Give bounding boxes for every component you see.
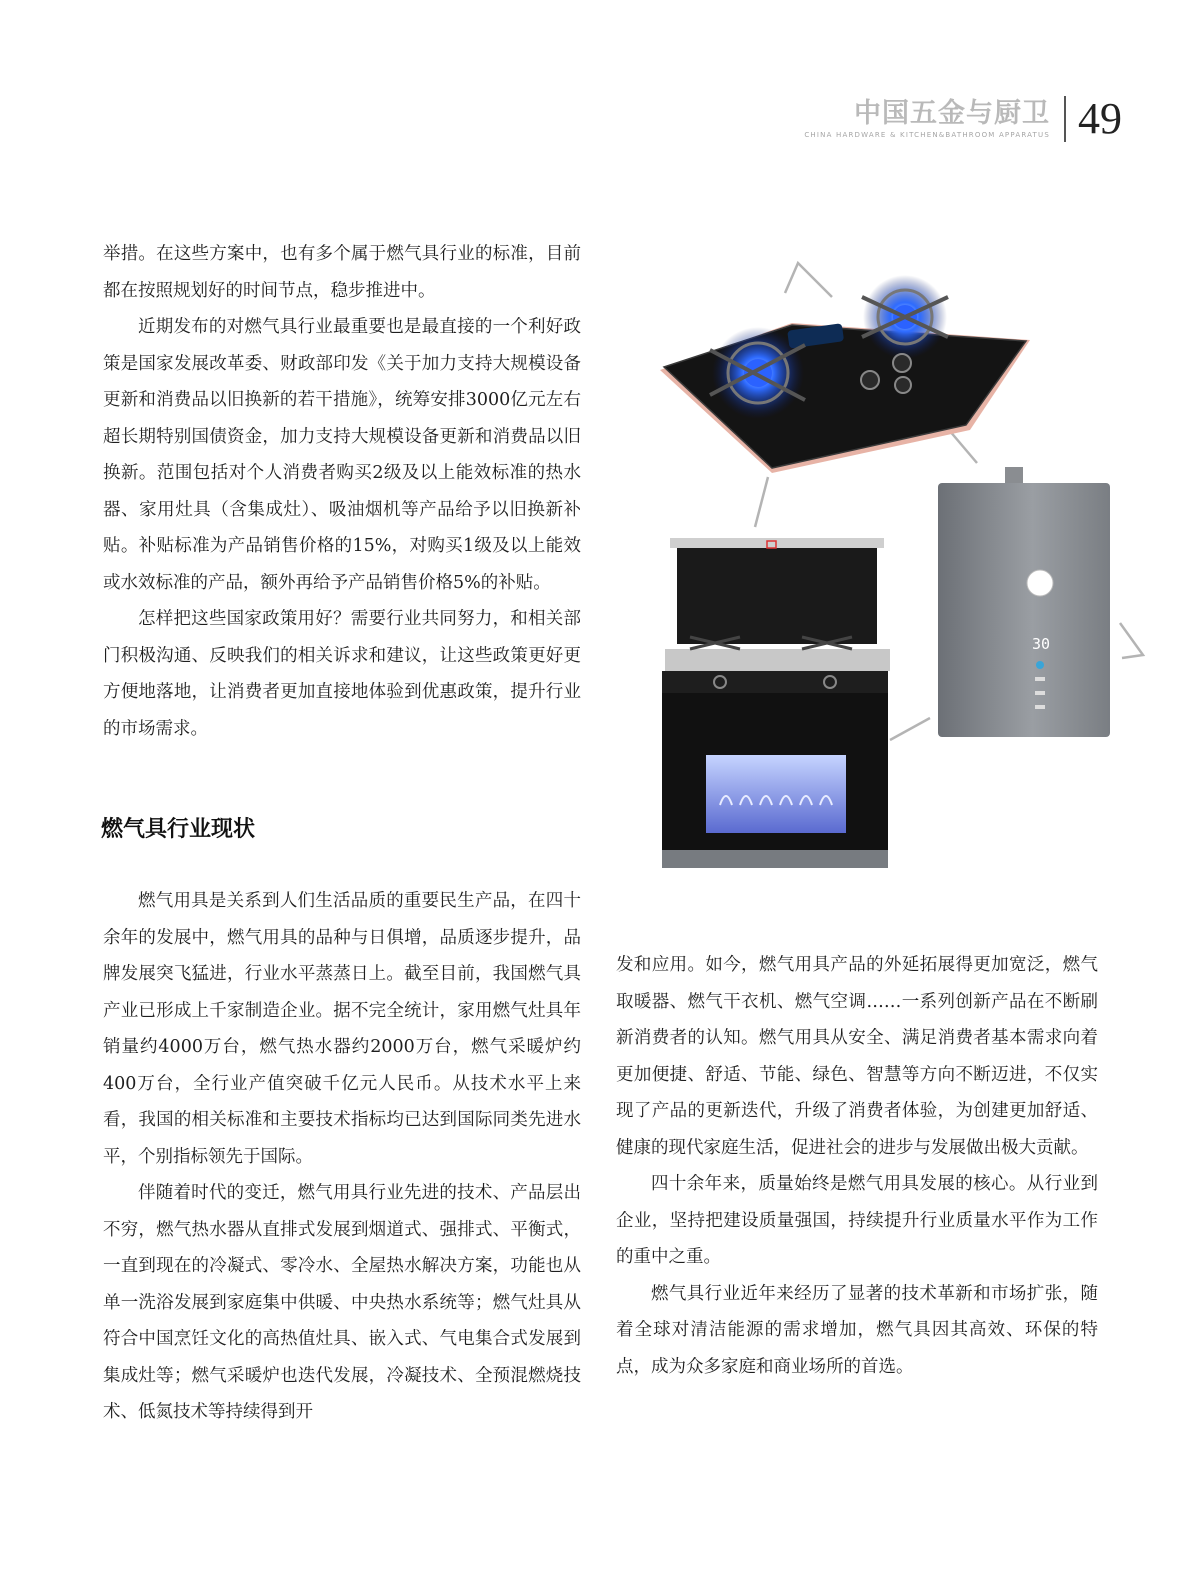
heater-temperature: 30 — [1032, 635, 1051, 653]
logo-text: 中国五金与厨卫 — [854, 98, 1050, 129]
article-column-left-top — [103, 236, 581, 747]
article-column-left-bottom — [103, 883, 581, 1431]
page-number: 49 — [1078, 94, 1122, 143]
logo-subtitle: CHINA HARDWARE & KITCHEN&BATHROOM APPARATUS — [804, 131, 1050, 139]
product-illustration — [640, 245, 1160, 885]
paragraph: 发和应用。如今，燃气用具产品的外延拓展得更加宽泛，燃气取暖器、燃气干衣机、燃气空调……一系列创新产品在不断刷新消费者的认知。燃气用具从安全、满足消费者基本需求向着更加便捷、舒适、节能、绿色、智慧等方向不断迈进，不仅实现了产品的更新迭代，升级了消费者体验，为创建更加舒适、健康的现代家庭生活，促进社会的进步与发展做出极大贡献。 — [616, 955, 1098, 1158]
article-column-right-bottom — [616, 947, 1098, 1385]
paragraph: 四十余年来，质量始终是燃气用具发展的核心。从行业到企业，坚持把建设质量强国，持续提升行业质量水平作为工作的重中之重。 — [616, 1174, 1098, 1267]
magazine-logo — [804, 99, 1050, 139]
integrated-stove-image — [662, 538, 890, 868]
paragraph: 燃气具行业近年来经历了显著的技术革新和市场扩张，随着全球对清洁能源的需求增加，燃气具因其高效、环保的特点，成为众多家庭和商业场所的首选。 — [616, 1283, 1098, 1377]
masthead — [804, 96, 1122, 142]
water-heater-image — [938, 467, 1110, 737]
paragraph: 伴随着时代的变迁，燃气用具行业先进的技术、产品层出不穷，燃气热水器从直排式发展到烟道式、强排式、平衡式，一直到现在的冷凝式、零冷水、全屋热水解决方案，功能也从单一洗浴发展到家庭集中供暖、中央热水系统等；燃气灶具从符合中国烹饪文化的高热值灶具、嵌入式、气电集合式发展到集成灶等；燃气采暖炉也迭代发展，冷凝技术、全预混燃烧技术、低氮技术等持续得到开 — [103, 1183, 581, 1422]
paragraph: 燃气用具是关系到人们生活品质的重要民生产品，在四十余年的发展中，燃气用具的品种与日俱增，品质逐步提升，品牌发展突飞猛进，行业水平蒸蒸日上。截至目前，我国燃气具产业已形成上千家制造企业。据不完全统计，家用燃气灶具年销量约4000万台，燃气热水器约2000万台，燃气采暖炉约400万台，全行业产值突破千亿元人民币。从技术水平上来看，我国的相关标准和主要技术指标均已达到国际同类先进水平，个别指标领先于国际。 — [103, 891, 581, 1167]
divider — [1064, 96, 1066, 142]
gas-hob-image — [660, 275, 1030, 473]
paragraph: 举措。在这些方案中，也有多个属于燃气具行业的标准，目前都在按照规划好的时间节点，稳步推进中。 — [103, 244, 581, 301]
paragraph: 近期发布的对燃气具行业最重要也是最直接的一个利好政策是国家发展改革委、财政部印发《关于加力支持大规模设备更新和消费品以旧换新的若干措施》，统筹安排3000亿元左右超长期特别国债资金，加力支持大规模设备更新和消费品以旧换新。范围包括对个人消费者购买2级及以上能效标准的热水器、家用灶具（含集成灶）、吸油烟机等产品给予以旧换新补贴。补贴标准为产品销售价格的15%，对购买1级及以上能效或水效标准的产品，额外再给予产品销售价格5%的补贴。 — [103, 317, 581, 593]
paragraph: 怎样把这些国家政策用好？需要行业共同努力，和相关部门积极沟通、反映我们的相关诉求和建议，让这些政策更好更方便地落地，让消费者更加直接地体验到优惠政策，提升行业的市场需求。 — [103, 609, 581, 739]
section-heading: 燃气具行业现状 — [101, 817, 256, 842]
